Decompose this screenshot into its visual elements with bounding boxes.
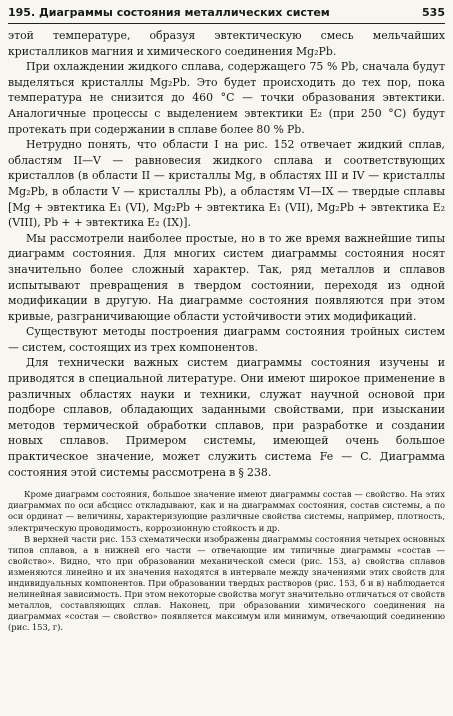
main-text (8, 28, 445, 480)
small-print-note (8, 489, 445, 633)
paragraph: Нетрудно понять, что области I на рис. 152 отвечает жидкий сплав, областям II—V — равновесия жидкого сплава и соответствующих кристаллов (в области II — кристаллы Mg, в областях III и IV — кристаллы Mg₂Pb, в области V — кристаллы Pb), а областям VI—IX — твердые сплавы [Mg + эвтектика E₁ (VI), Mg₂Pb + эвтектика E₁ (VII), Mg₂Pb + эвтектика E₂ (VIII), Pb + + эвтектика E₂ (IX)]. (8, 138, 445, 230)
paragraph: Для технически важных систем диаграммы состояния изучены и приводятся в специальной литературе. Они имеют широкое применение в различных областях науки и техники, служат научной основой при подборе сплавов, обладающих заданными свойствами, при изыскании методов термической обработки сплавов, при разработке и создании новых сплавов. Примером системы, имеющей очень большое практическое значение, может служить система Fe — C. Диаграмма состояния этой системы рассмотрена в § 238. (8, 356, 445, 479)
paragraph: Мы рассмотрели наиболее простые, но в то же время важнейшие типы диаграмм состояния. Для многих систем диаграммы состояния носят значительно более сложный характер. Так, ряд металлов и сплавов испытывают превращения в твердом состоянии, переходя из одной модификации в другую. На диаграмме состояния появляются при этом кривые, разграничивающие области устойчивости этих модификаций. (8, 231, 445, 323)
section-title: 195. Диаграммы состояния металлических систем (8, 6, 330, 19)
paragraph: При охлаждении жидкого сплава, содержащего 75 % Pb, сначала будут выделяться кристаллы Mg₂Pb. Это будет происходить до тех пор, пока температура не снизится до 460 °C — точки образования эвтектики. Аналогичные процессы с выделением эвтектики E₂ (при 250 °C) будут протекать при содержании в сплаве более 80 % Pb. (8, 60, 445, 136)
paragraph: этой температуре, образуя эвтектическую смесь мельчайших кристалликов магния и химического соединения Mg₂Pb. (8, 29, 445, 58)
page-number: 535 (422, 6, 445, 19)
paragraph: Существуют методы построения диаграмм состояния тройных систем — систем, состоящих из трех компонентов. (8, 325, 445, 354)
running-header (8, 6, 445, 24)
note-paragraph: Кроме диаграмм состояния, большое значение имеют диаграммы состав — свойство. На этих диаграммах по оси абсцисс откладывают, как и на диаграммах состояния, состав системы, а по оси ординат — величины, характеризующие различные свойства системы, например, плотность, электрическую проводимость, коррозионную стойкость и др. (8, 489, 445, 533)
note-paragraph: В верхней части рис. 153 схематически изображены диаграммы состояния четырех основных типов сплавов, а в нижней его части — отвечающие им типичные диаграммы «состав — свойство». Видно, что при образовании механической смеси (рис. 153, а) свойства сплавов изменяются линейно и их значения находятся в интервале между значениями этих свойств для индивидуальных компонентов. При образовании твердых растворов (рис. 153, б и в) наблюдается нелинейная зависимость. При этом некоторые свойства могут значительно отличаться от свойств металлов, составляющих сплав. Наконец, при образовании химического соединения на диаграммах «состав — свойство» появляется максимум или минимум, отвечающий соединению (рис. 153, г). (8, 533, 445, 633)
